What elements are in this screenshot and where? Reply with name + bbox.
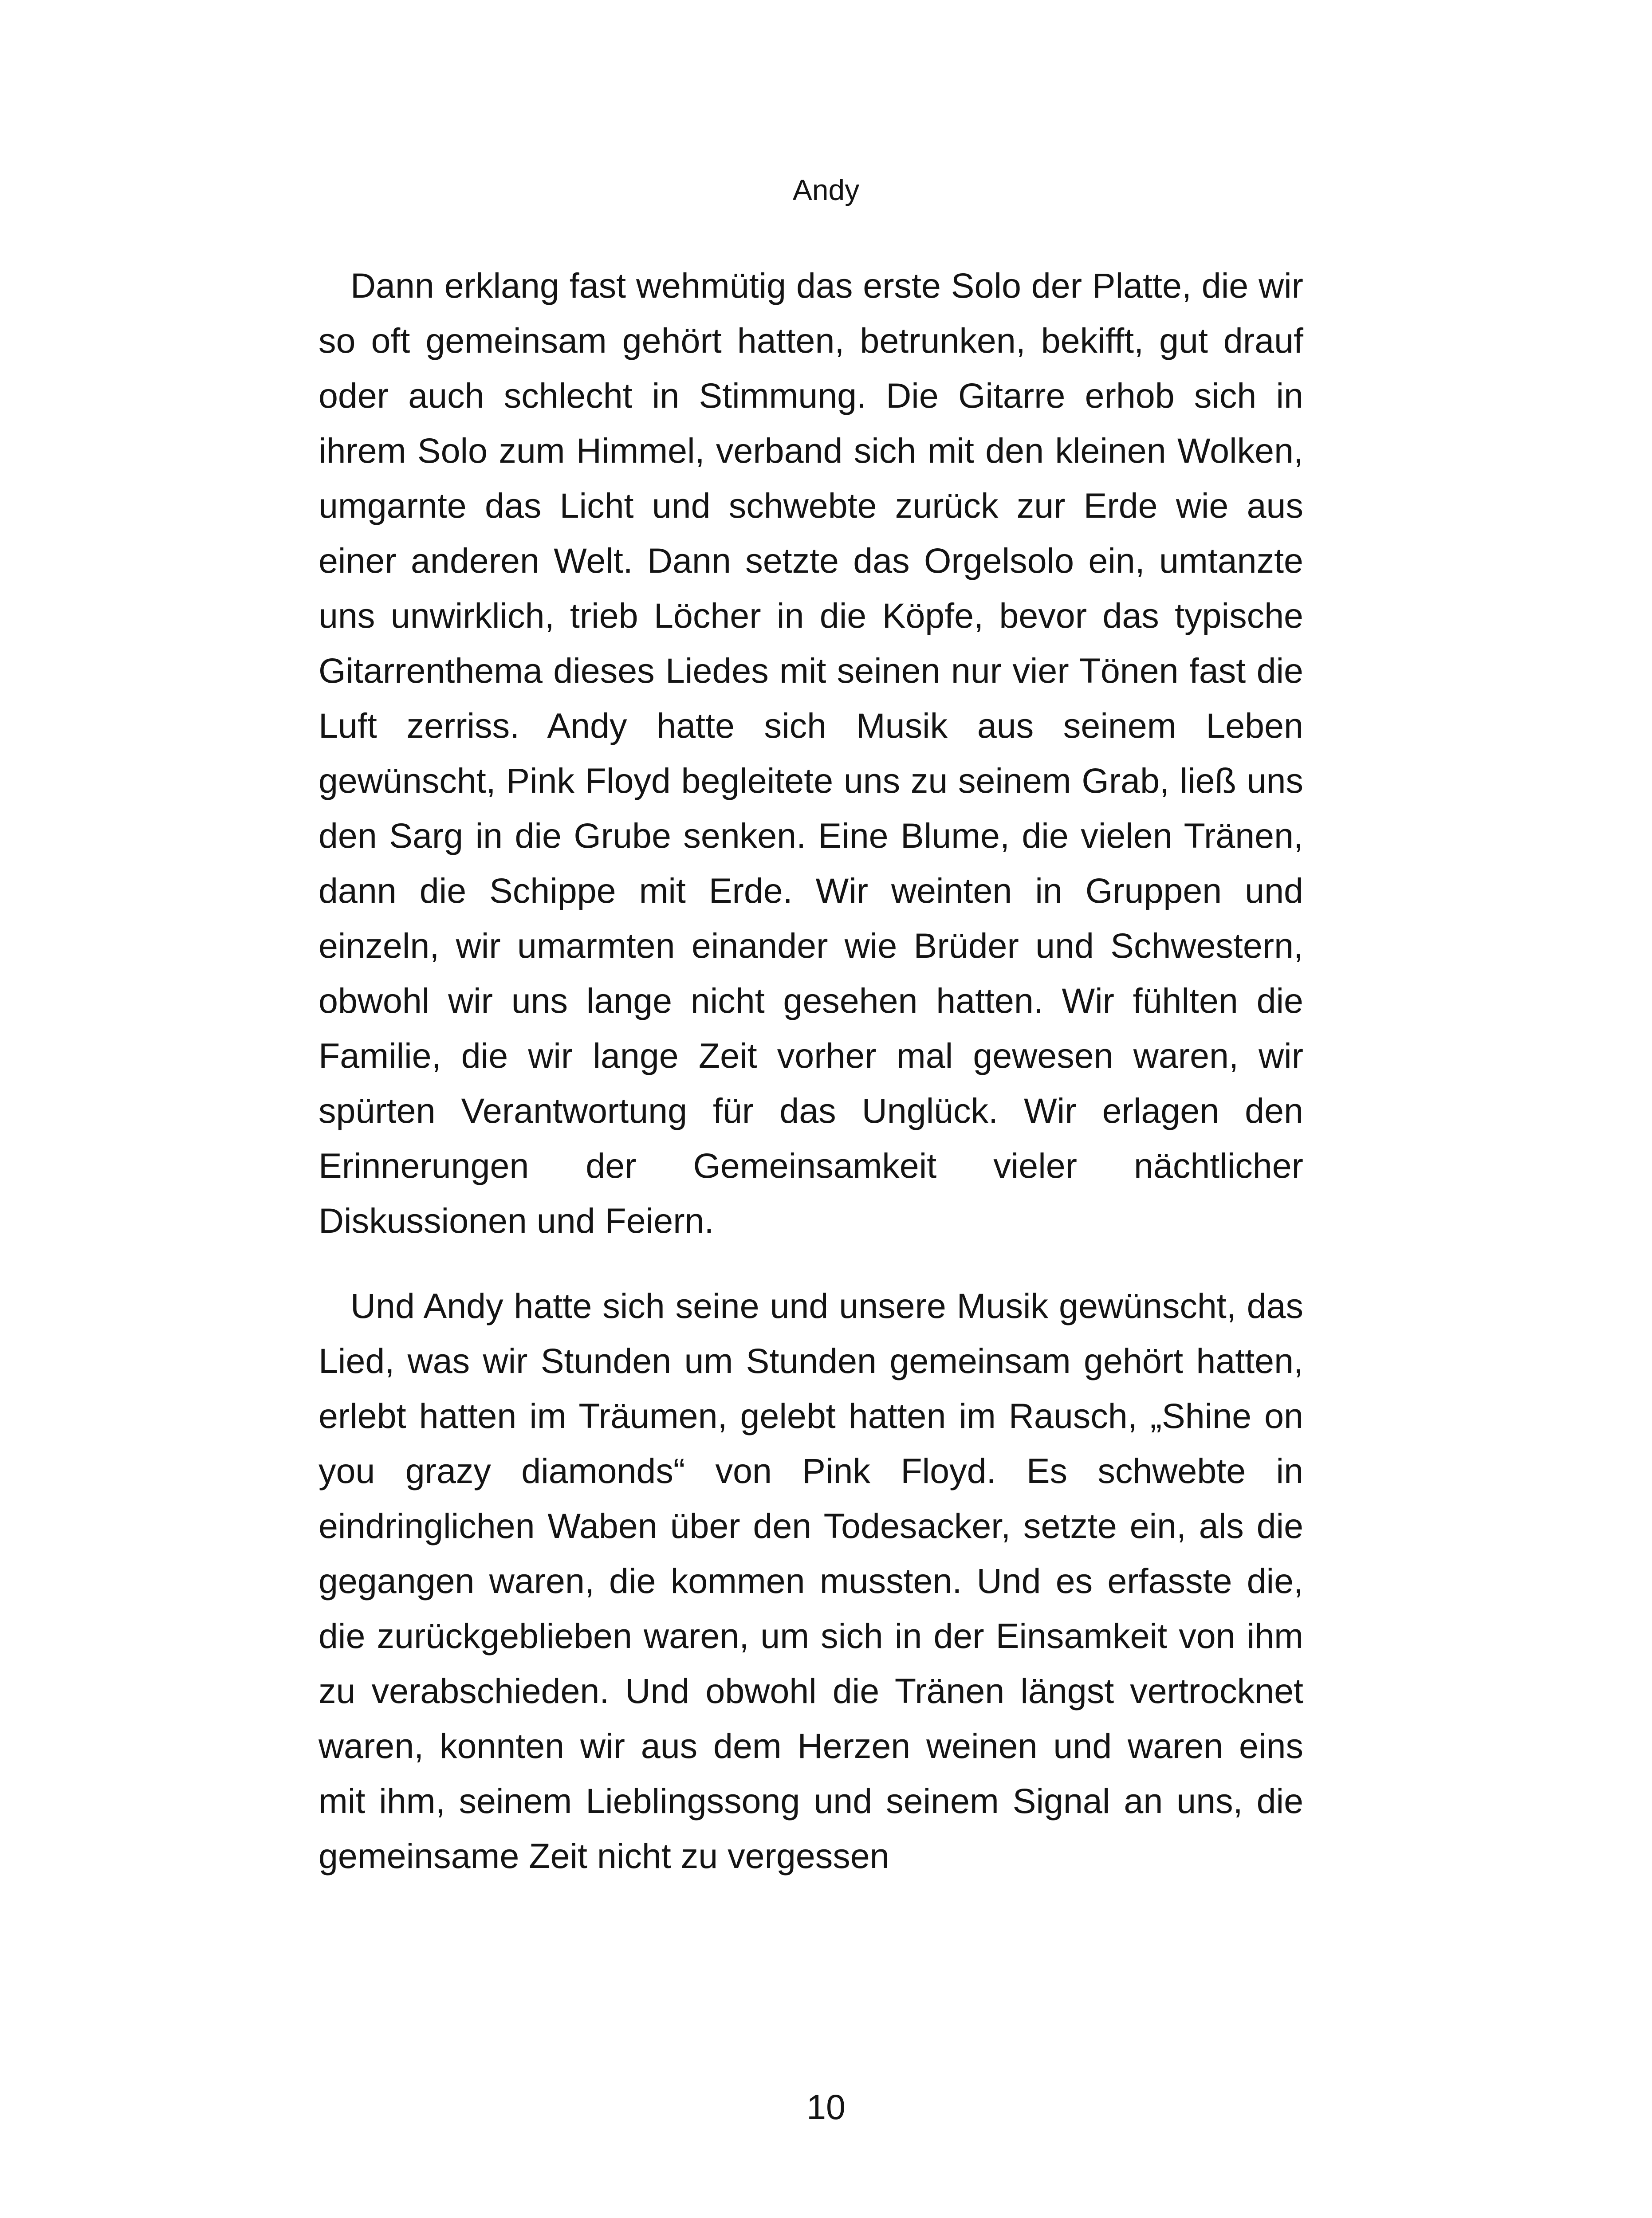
body-text [319, 258, 1303, 1884]
running-header-title: Andy [792, 173, 860, 206]
paragraph-1: Dann erklang fast wehmütig das erste Solo der Platte, die wir so oft gemeinsam gehört hatten, betrunken, bekifft, gut drauf oder auch schlecht in Stimmung. Die Gitarre erhob sich in ihrem Solo zum Himmel, verband sich mit den kleinen Wolken, umgarnte das Licht und schwebte zurück zur Erde wie aus einer anderen Welt. Dann setzte das Orgelsolo ein, umtanzte uns unwirklich, trieb Löcher in die Köpfe, bevor das typische Gitarrenthema dieses Liedes mit seinen nur vier Tönen fast die Luft zerriss. Andy hatte sich Musik aus seinem Leben gewünscht, Pink Floyd begleitete uns zu seinem Grab, ließ uns den Sarg in die Grube senken. Eine Blume, die vielen Tränen, dann die Schippe mit Erde. Wir weinten in Gruppen und einzeln, wir umarmten einander wie Brüder und Schwestern, obwohl wir uns lange nicht gesehen hatten. Wir fühlten die Familie, die wir lange Zeit vorher mal gewesen waren, wir spürten Verantwortung für das Unglück. Wir erlagen den Erinnerungen der Gemeinsamkeit vieler nächtlicher Diskussionen und Feiern. [319, 266, 1303, 1240]
page-number: 10 [806, 2087, 846, 2127]
paragraph-2: Und Andy hatte sich seine und unsere Musik gewünscht, das Lied, was wir Stunden um Stunden gemeinsam gehört hatten, erlebt hatten im Träumen, gelebt hatten im Rausch, „Shine on you grazy diamonds“ von Pink Floyd. Es schwebte in eindringlichen Waben über den Todesacker, setzte ein, als die gegangen waren, die kommen mussten. Und es erfasste die, die zurückgeblieben waren, um sich in der Einsamkeit von ihm zu verabschieden. Und obwohl die Tränen längst vertrocknet waren, konnten wir aus dem Herzen weinen und waren eins mit ihm, seinem Lieblingssong und seinem Signal an uns, die gemeinsame Zeit nicht zu vergessen [319, 1286, 1303, 1876]
